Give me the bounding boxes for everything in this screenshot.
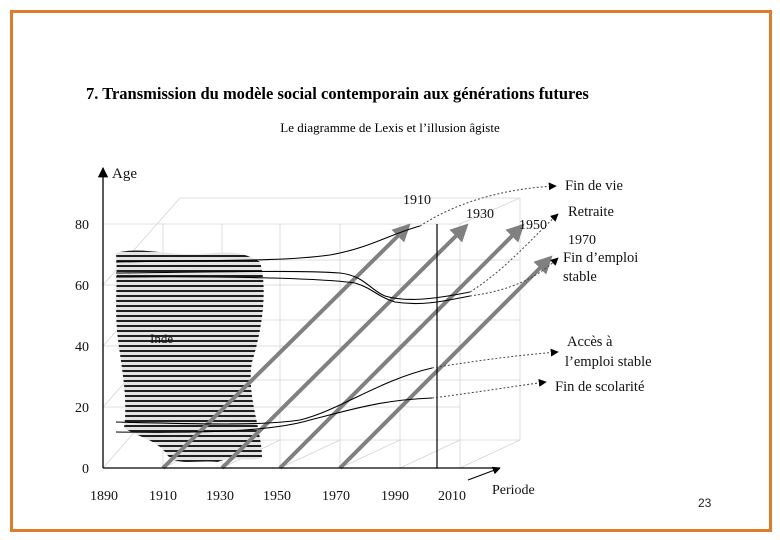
legend-fin-emploi-line2: stable [563, 269, 597, 285]
legend-retraite: Retraite [568, 204, 614, 220]
legend [555, 178, 652, 395]
x-tick: 1970 [322, 489, 350, 504]
legend-acces-emploi-line1: Accès à [567, 334, 613, 350]
cohort-label: 1970 [568, 233, 596, 248]
slide-subtitle: Le diagramme de Lexis et l’illusion âgiste [280, 120, 500, 135]
legend-fin-emploi-line1: Fin d’emploi [563, 250, 639, 266]
cohort-label: 1950 [519, 218, 547, 233]
cohort-label: 1910 [403, 193, 431, 208]
y-tick: 80 [75, 218, 89, 233]
y-tick-labels [75, 218, 89, 477]
y-tick: 60 [75, 279, 89, 294]
legend-fin-scolarite: Fin de scolarité [555, 379, 645, 395]
x-tick: 1910 [149, 489, 177, 504]
legend-acces-emploi-line2: l’emploi stable [565, 354, 652, 370]
slide-title: 7. Transmission du modèle social contemporain aux générations futures [86, 84, 589, 103]
x-tick: 1930 [206, 489, 234, 504]
y-tick: 0 [82, 462, 89, 477]
overlay-label-inde: Inde [150, 331, 174, 346]
x-axis-label: Periode [492, 483, 535, 498]
cohort-labels [403, 193, 596, 248]
cohort-label: 1930 [466, 207, 494, 222]
x-tick: 1950 [263, 489, 291, 504]
cohort-arrow-1950 [280, 226, 522, 468]
x-tick: 1990 [381, 489, 409, 504]
x-tick-labels [90, 489, 466, 504]
page-number: 23 [698, 496, 712, 510]
x-tick: 1890 [90, 489, 118, 504]
x-tick: 2010 [438, 489, 466, 504]
leader-fin-scolarite [432, 382, 546, 398]
y-tick: 40 [75, 340, 89, 355]
y-axis-label: Age [112, 166, 137, 182]
legend-fin-de-vie: Fin de vie [565, 178, 623, 194]
y-tick: 20 [75, 401, 89, 416]
cohort-arrow-1970 [340, 258, 550, 468]
x-axis-arrow [468, 468, 500, 480]
